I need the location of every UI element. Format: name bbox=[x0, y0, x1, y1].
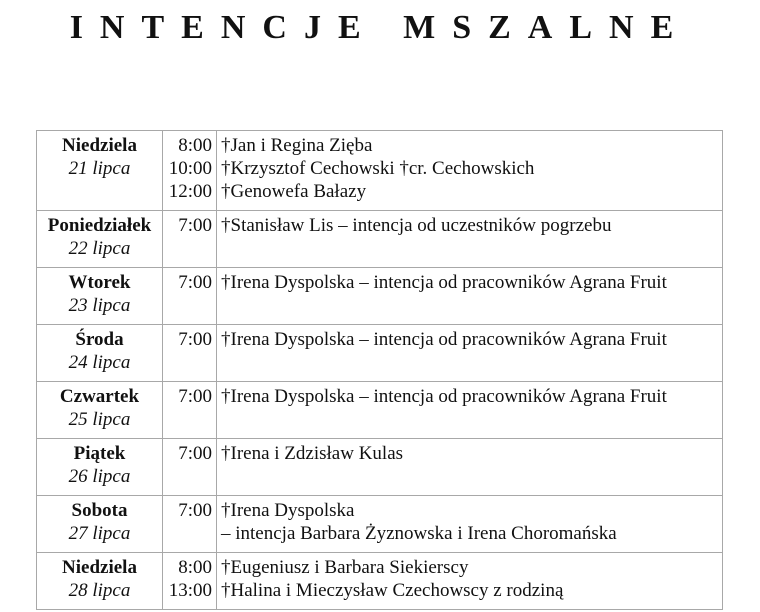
page-title: INTENCJE MSZALNE bbox=[69, 9, 691, 46]
day-date: 21 lipca bbox=[68, 158, 131, 179]
time-cell bbox=[163, 439, 217, 496]
time-cell bbox=[163, 211, 217, 268]
day-name: Wtorek bbox=[68, 272, 131, 293]
table-row bbox=[37, 131, 723, 211]
intention-cell bbox=[217, 553, 723, 610]
intention-cell bbox=[217, 211, 723, 268]
mass-time: 7:00 bbox=[178, 386, 212, 407]
mass-time: 8:00 bbox=[178, 557, 212, 578]
mass-time: 12:00 bbox=[168, 181, 212, 202]
table-row bbox=[37, 553, 723, 610]
day-cell bbox=[37, 553, 163, 610]
day-cell bbox=[37, 268, 163, 325]
intention-text: †Genowefa Bałazy bbox=[221, 181, 367, 202]
intention-cell bbox=[217, 439, 723, 496]
time-cell bbox=[163, 268, 217, 325]
intention-cell bbox=[217, 496, 723, 553]
day-date: 23 lipca bbox=[68, 295, 131, 316]
day-name: Niedziela bbox=[62, 135, 137, 156]
day-cell bbox=[37, 382, 163, 439]
mass-time: 7:00 bbox=[178, 500, 212, 521]
intention-cell bbox=[217, 131, 723, 211]
time-cell bbox=[163, 131, 217, 211]
intention-text: †Halina i Mieczysław Czechowscy z rodziną bbox=[221, 580, 564, 601]
intention-cell bbox=[217, 382, 723, 439]
intention-text: †Irena Dyspolska bbox=[221, 500, 355, 521]
table-row bbox=[37, 325, 723, 382]
day-date: 25 lipca bbox=[68, 409, 131, 430]
table-row bbox=[37, 211, 723, 268]
day-cell bbox=[37, 496, 163, 553]
time-cell bbox=[163, 496, 217, 553]
mass-time: 7:00 bbox=[178, 215, 212, 236]
intention-text: – intencja Barbara Żyznowska i Irena Choromańska bbox=[221, 523, 617, 544]
intention-text: †Eugeniusz i Barbara Siekierscy bbox=[221, 557, 469, 578]
mass-time: 7:00 bbox=[178, 329, 212, 350]
day-name: Niedziela bbox=[62, 557, 137, 578]
mass-time: 10:00 bbox=[168, 158, 212, 179]
day-name: Czwartek bbox=[59, 386, 140, 407]
intention-text: †Irena Dyspolska – intencja od pracowników Agrana Fruit bbox=[221, 272, 667, 293]
day-name: Piątek bbox=[73, 443, 126, 464]
day-date: 26 lipca bbox=[68, 466, 131, 487]
day-cell bbox=[37, 211, 163, 268]
intention-text: †Stanisław Lis – intencja od uczestników pogrzebu bbox=[221, 215, 612, 236]
intention-text: †Jan i Regina Zięba bbox=[221, 135, 373, 156]
day-cell bbox=[37, 131, 163, 211]
table-row bbox=[37, 496, 723, 553]
intention-text: †Krzysztof Cechowski †cr. Cechowskich bbox=[221, 158, 535, 179]
day-cell bbox=[37, 325, 163, 382]
day-name: Poniedziałek bbox=[47, 215, 152, 236]
intention-text: †Irena Dyspolska – intencja od pracowników Agrana Fruit bbox=[221, 386, 667, 407]
intention-cell bbox=[217, 325, 723, 382]
day-cell bbox=[37, 439, 163, 496]
day-name: Środa bbox=[75, 329, 124, 350]
intention-cell bbox=[217, 268, 723, 325]
mass-intentions-table bbox=[36, 130, 723, 610]
table-row bbox=[37, 439, 723, 496]
intention-text: †Irena i Zdzisław Kulas bbox=[221, 443, 404, 464]
time-cell bbox=[163, 325, 217, 382]
table-row bbox=[37, 268, 723, 325]
table-row bbox=[37, 382, 723, 439]
mass-time: 7:00 bbox=[178, 443, 212, 464]
time-cell bbox=[163, 553, 217, 610]
mass-time: 7:00 bbox=[178, 272, 212, 293]
time-cell bbox=[163, 382, 217, 439]
day-date: 24 lipca bbox=[68, 352, 131, 373]
mass-time: 8:00 bbox=[178, 135, 212, 156]
day-date: 22 lipca bbox=[68, 238, 131, 259]
day-date: 27 lipca bbox=[68, 523, 131, 544]
intention-text: †Irena Dyspolska – intencja od pracowników Agrana Fruit bbox=[221, 329, 667, 350]
mass-time: 13:00 bbox=[168, 580, 212, 601]
day-name: Sobota bbox=[71, 500, 128, 521]
day-date: 28 lipca bbox=[68, 580, 131, 601]
